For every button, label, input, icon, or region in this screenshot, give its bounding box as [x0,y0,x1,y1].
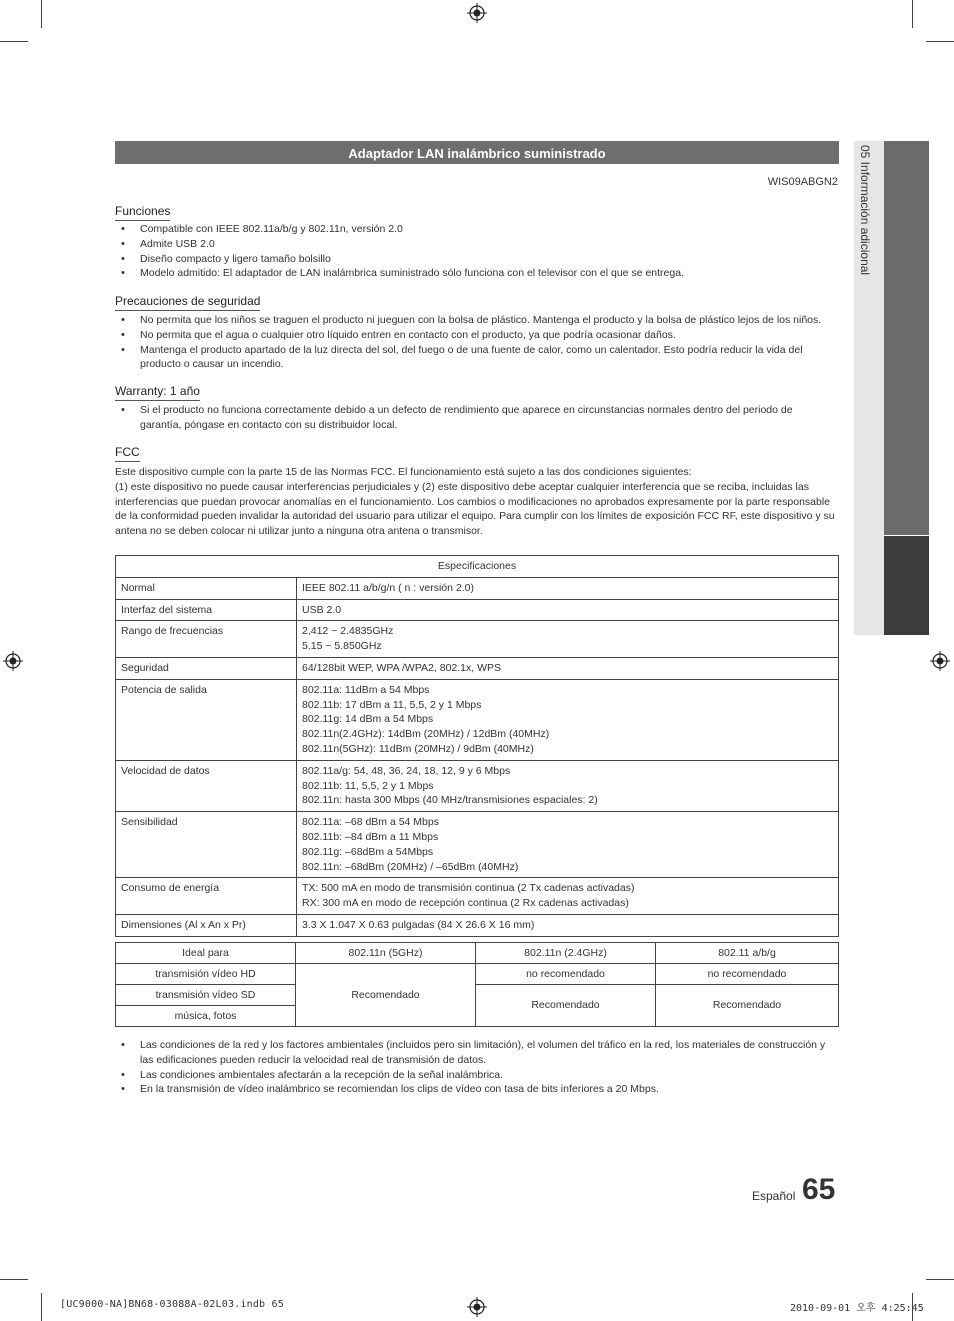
spec-key: Consumo de energía [116,878,297,915]
registration-mark-icon [930,651,950,671]
fcc-paragraph: (1) este dispositivo no puede causar interferencias perjudiciales y (2) este dispositivo debe aceptar cualquier interferencia que se reciba, incluidas las interferencias que puedan provocar anomalías en el funcionamiento. Los cambios o modificaciones no aprobados expresamente por la parte responsable de la conformidad pueden invalidar la autoridad del usuario para utilizar el equipo. Para cumplir con los límites de exposición FCC RF, este dispositivo y su antena no se deben colocar ni utilizar junto a ninguna otra antena o transmisor. [115,480,835,538]
section-title: Adaptador LAN inalámbrico suministrado [115,141,839,164]
table-row [116,964,839,985]
list-item: • Admite USB 2.0 [115,237,835,252]
table-header: 802.11n (2.4GHz) [476,943,656,964]
crop-mark [41,0,42,28]
spec-value: 802.11a: 11dBm a 54 Mbps 802.11b: 17 dBm a 11, 5,5, 2 y 1 Mbps 802.11g: 14 dBm a 54 Mbps 802.11n(2.4GHz): 14dBm (20MHz) / 12dBm (40MHz) 802.11n(5GHz): 11dBm (20MHz) / 9dBm (40MHz) [297,679,839,760]
table-cell: Recomendado [296,964,476,1027]
table-header: Ideal para [116,943,296,964]
side-tab-dark [884,141,929,535]
crop-mark [926,41,954,42]
precauciones-heading: Precauciones de seguridad [115,294,260,311]
spec-key: Velocidad de datos [116,760,297,811]
registration-mark-icon [467,1297,487,1317]
table-row [116,943,839,964]
spec-value: 2,412 ~ 2.4835GHz 5.15 ~ 5.850GHz [297,621,839,658]
crop-mark [926,1279,954,1280]
table-header: Especificaciones [116,556,839,578]
spec-key: Rango de frecuencias [116,621,297,658]
crop-mark [41,1293,42,1321]
crop-mark [0,1279,28,1280]
table-row [116,621,839,658]
fcc-text [115,465,839,539]
table-cell: Recomendado [476,985,656,1027]
notes-list [115,1038,835,1097]
list-item: • Mantenga el producto apartado de la luz directa del sol, del fuego o de una fuente de calor, como un calentador. Esto podría reducir la vida del producto o causar un incendio. [115,343,835,373]
table-row [116,577,839,599]
funciones-list [115,222,835,281]
spec-value: 64/128bit WEP, WPA /WPA2, 802.1x, WPS [297,657,839,679]
table-cell: Recomendado [656,985,839,1027]
print-info-right: 2010-09-01 오후 4:25:45 [790,1303,924,1314]
precauciones-list [115,313,835,372]
crop-mark [912,0,913,28]
warranty-list [115,403,835,433]
list-item: • No permita que el agua o cualquier otro líquido entren en contacto con el producto, ya que podría ocasionar daños. [115,328,835,343]
spec-value: IEEE 802.11 a/b/g/n ( n : versión 2.0) [297,577,839,599]
spec-value: TX: 500 mA en modo de transmisión continua (2 Tx cadenas activadas) RX: 300 mA en modo de recepción continua (2 Rx cadenas activadas) [297,878,839,915]
table-row [116,760,839,811]
registration-mark-icon [3,651,23,671]
spec-value: 3.3 X 1.047 X 0.63 pulgadas (84 X 26.6 X 16 mm) [297,914,839,936]
spec-value: 802.11a/g: 54, 48, 36, 24, 18, 12, 9 y 6 Mbps 802.11b: 11, 5,5, 2 y 1 Mbps 802.11n: hasta 300 Mbps (40 MHz/transmisiones espaciales: 2) [297,760,839,811]
table-row [116,657,839,679]
comparison-table [115,942,839,1027]
table-cell: no recomendado [656,964,839,985]
list-item: • Las condiciones ambientales afectarán a la recepción de la señal inalámbrica. [115,1068,835,1083]
model-number: WIS09ABGN2 [767,176,838,188]
spec-key: Interfaz del sistema [116,599,297,621]
list-item: • No permita que los niños se traguen el producto ni jueguen con la bolsa de plástico. Mantenga el producto y la bolsa de plástico lejos de los niños. [115,313,835,328]
funciones-heading: Funciones [115,204,170,221]
table-row [116,812,839,878]
spec-key: Normal [116,577,297,599]
specifications-table [115,555,839,937]
spec-value: USB 2.0 [297,599,839,621]
fcc-paragraph: Este dispositivo cumple con la parte 15 de las Normas FCC. El funcionamiento está sujeto a las dos condiciones siguientes: [115,466,692,478]
table-row [116,599,839,621]
table-cell: no recomendado [476,964,656,985]
row-label: transmisión vídeo HD [116,964,296,985]
row-label: transmisión vídeo SD [116,985,296,1006]
list-item: • Compatible con IEEE 802.11a/b/g y 802.11n, versión 2.0 [115,222,835,237]
row-label: música, fotos [116,1006,296,1027]
list-item: • Diseño compacto y ligero tamaño bolsillo [115,252,835,267]
page-number: 65 [802,1173,836,1206]
spec-key: Seguridad [116,657,297,679]
table-header: 802.11 a/b/g [656,943,839,964]
table-header: 802.11n (5GHz) [296,943,476,964]
spec-value: 802.11a: –68 dBm a 54 Mbps 802.11b: –84 dBm a 11 Mbps 802.11g: –68dBm a 54Mbps 802.11n: –68dBm (20MHz) / –65dBm (40MHz) [297,812,839,878]
fcc-heading: FCC [115,445,140,462]
table-row [116,679,839,760]
spec-key: Dimensiones (Al x An x Pr) [116,914,297,936]
print-info-left: [UC9000-NA]BN68-03088A-02L03.indb 65 [60,1299,284,1310]
warranty-heading: Warranty: 1 año [115,384,200,401]
list-item: • Si el producto no funciona correctamente debido a un defecto de rendimiento que aparece en circunstancias normales dentro del periodo de garantía, póngase en contacto con su distribuidor local. [115,403,835,433]
side-tab-active [884,536,929,635]
spec-key: Potencia de salida [116,679,297,760]
side-tab-label: 05 Información adicional [858,145,872,276]
spec-key: Sensibilidad [116,812,297,878]
table-row [116,914,839,936]
list-item: • Las condiciones de la red y los factores ambientales (incluidos pero sin limitación), el volumen del tráfico en la red, los materiales de construcción y las edificaciones pueden reducir la velocidad real de transmisión de datos. [115,1038,835,1068]
list-item: • Modelo admitido: El adaptador de LAN inalámbrica suministrado sólo funciona con el televisor con el que se entrega. [115,266,835,281]
crop-mark [0,41,28,42]
table-row [116,878,839,915]
registration-mark-icon [467,3,487,23]
table-row [116,985,839,1006]
footer-language: Español [752,1189,796,1203]
list-item: • En la transmisión de vídeo inalámbrico se recomiendan los clips de vídeo con tasa de bits inferiores a 20 Mbps. [115,1082,835,1097]
